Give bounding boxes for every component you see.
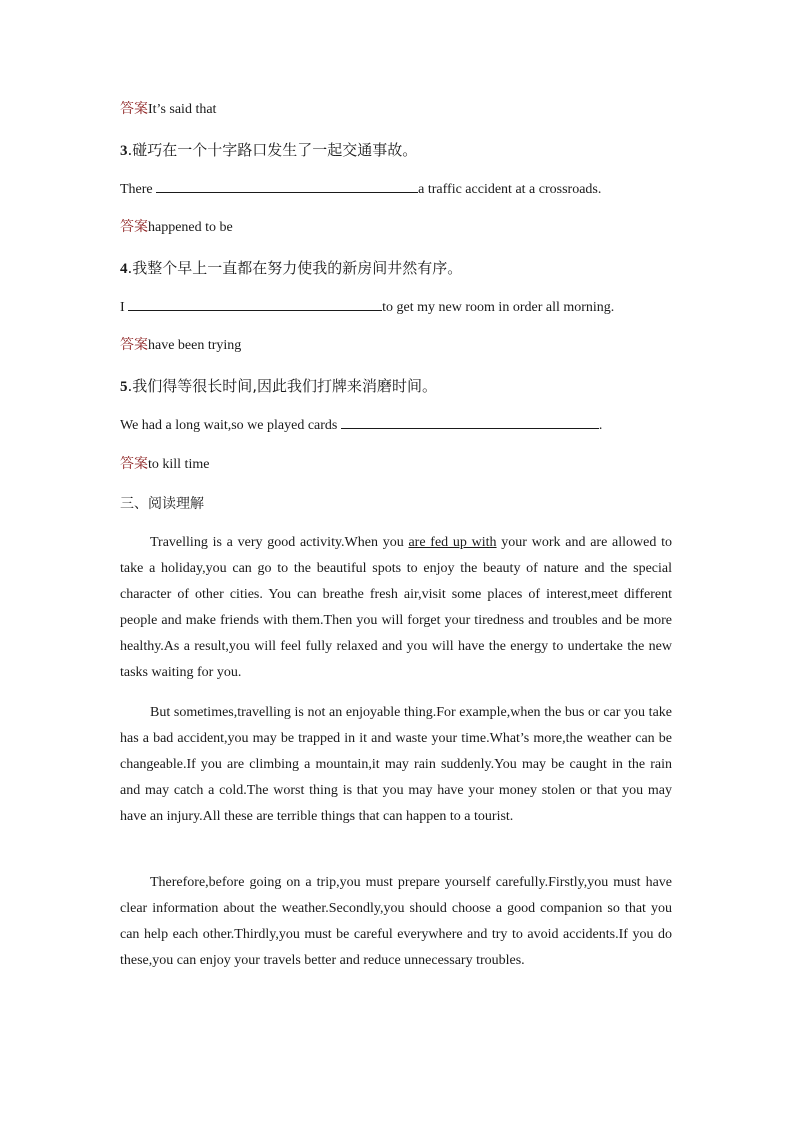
fill-blank[interactable] <box>341 415 599 429</box>
passage-paragraph-2 <box>120 700 672 830</box>
sentence-start: I <box>120 300 129 315</box>
question-text: .碰巧在一个十字路口发生了一起交通事故。 <box>127 141 418 159</box>
passage-paragraph-1 <box>120 530 672 686</box>
question-text: .我们得等很长时间,因此我们打牌来消磨时间。 <box>127 377 438 395</box>
answer-text: It’s said that <box>148 102 217 117</box>
answer-text: to kill time <box>148 457 210 472</box>
question-3-prompt <box>120 140 417 161</box>
answer-label: 答案 <box>120 220 148 235</box>
question-text: .我整个早上一直都在努力使我的新房间井然有序。 <box>127 259 463 277</box>
question-number: 3 <box>120 143 128 159</box>
answer-line-2 <box>120 100 216 120</box>
sentence-end: a traffic accident at a crossroads. <box>418 182 602 197</box>
section-title: 三、阅读理解 <box>120 496 204 512</box>
question-5-sentence <box>120 415 602 436</box>
answer-text: happened to be <box>148 220 233 235</box>
paragraph-text: your work and are allowed to take a holiday,you can go to the beautiful spots to enjoy the beauty of nature and the special character of other cities. You can breathe fresh air,visit some places of interest,meet different people and make friends with them.Then you will forget your tiredness and troubles and be more healthy.As a result,you will feel fully relaxed and you will have the energy to undertake the new tasks waiting for you. <box>120 535 672 680</box>
question-4-prompt <box>120 258 462 279</box>
fill-blank[interactable] <box>156 179 418 193</box>
answer-line-5 <box>120 455 209 475</box>
question-3-sentence <box>120 179 601 200</box>
answer-label: 答案 <box>120 457 148 472</box>
sentence-end: . <box>598 418 603 433</box>
question-number: 5 <box>120 379 128 395</box>
sentence-end: to get my new room in order all morning. <box>382 300 615 315</box>
paragraph-text: Travelling is a very good activity.When you <box>150 535 409 550</box>
passage-paragraph-3 <box>120 870 672 974</box>
paragraph-text: Therefore,before going on a trip,you must prepare yourself carefully.Firstly,you must have clear information about the weather.Secondly,you should choose a good companion so that you can help each other.Thirdly,you must be careful everywhere and try to avoid accidents.If you do these,you can enjoy your travels better and reduce unnecessary troubles. <box>120 875 672 968</box>
question-4-sentence <box>120 297 614 318</box>
paragraph-text: But sometimes,travelling is not an enjoyable thing.For example,when the bus or car you take has a bad accident,you may be trapped in it and waste your time.What’s more,the weather can be changeable.If you are climbing a mountain,it may rain suddenly.You may be caught in the rain and may catch a cold.The worst thing is that you may have your money stolen or that you may have an injury.All these are terrible things that can happen to a tourist. <box>120 705 672 824</box>
answer-line-3 <box>120 218 233 238</box>
answer-line-4 <box>120 336 241 356</box>
question-number: 4 <box>120 261 128 277</box>
question-5-prompt <box>120 376 437 397</box>
sentence-start: We had a long wait,so we played cards <box>120 418 341 433</box>
sentence-start: There <box>120 182 157 197</box>
answer-label: 答案 <box>120 102 148 117</box>
underlined-phrase: are fed up with <box>408 535 497 550</box>
answer-text: have been trying <box>148 338 242 353</box>
answer-label: 答案 <box>120 338 148 353</box>
fill-blank[interactable] <box>128 297 382 311</box>
